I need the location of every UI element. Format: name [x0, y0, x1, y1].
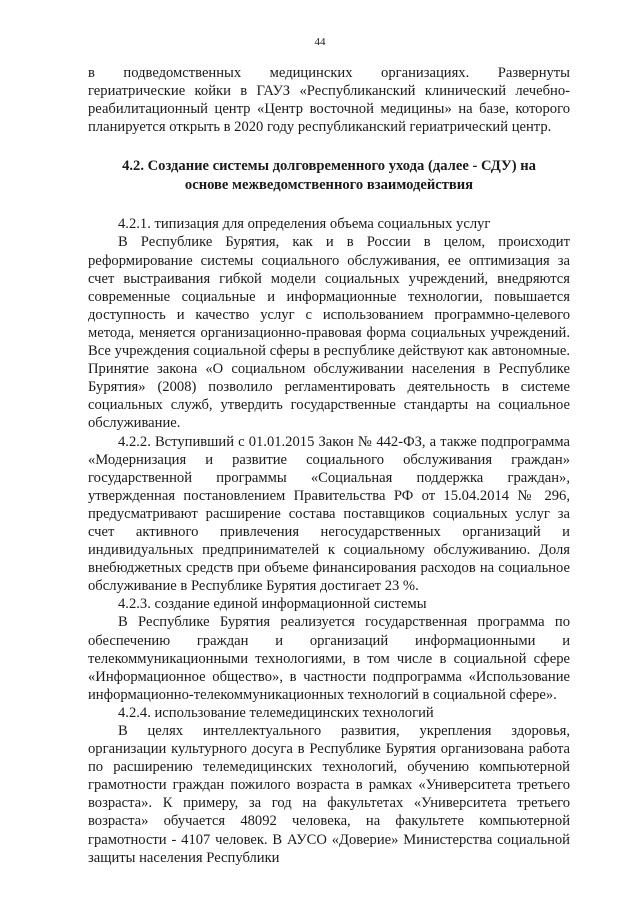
section-heading: [88, 157, 570, 195]
document-body: [88, 64, 570, 867]
paragraph-information-society: В Республике Бурятия реализуется государственная программа по обеспечению граждан и организаций информационными и телекоммуникационными технологиями, в том числе в социальной сфере «Информационное общество», в частности подпрограмма «Использование информационно-телекоммуникационных технологий в социальной сфере».: [88, 614, 570, 703]
subsection-title-4-2-3: 4.2.3. создание единой информационной системы: [118, 596, 427, 613]
section-heading-line-2: основе межведомственного взаимодействия: [184, 177, 474, 194]
paragraph-telemedicine: В целях интеллектуального развития, укрепления здоровья, организации культурного досуга в Республике Бурятия организована работа по расширению телемедицинских технологий, обучению компьютерной грамотности граждан пожилого возраста в рамках «Университета третьего возраста». К примеру, за год на факультетах «Университета третьего возраста» обучается 48092 человека, на факультете компьютерной грамотности - 4107 человек. В АУСО «Доверие» Министерства социальной защиты населения Республики: [88, 723, 570, 866]
paragraph-social-reform: В Республике Бурятия, как и в России в целом, происходит реформирование системы социального обслуживания, ее оптимизация за счет выстраивания гибкой модели социальных учреждений, внедряются современные социальные и информационные технологии, повышается доступность и качество услуг с использованием программно-целевого метода, меняется организационно-правовая форма социальных учреждений. Все учреждения социальной сферы в республике действуют как автономные. Принятие закона «О социальном обслуживании населения в Республике Бурятия» (2008) позволило регламентировать деятельность в системе социальных служб, утвердить государственные стандарты на социальное обслуживание.: [88, 234, 570, 432]
section-heading-line-1: 4.2. Создание системы долговременного ухода (далее - СДУ) на: [122, 158, 536, 175]
paragraph-law-442: 4.2.2. Вступивший с 01.01.2015 Закон № 442-ФЗ, а также подпрограмма «Модернизация и развитие социального обслуживания граждан» государственной программы «Социальная поддержка граждан», утвержденная постановлением Правительства РФ от 15.04.2014 № 296, предусматривают расширение состава поставщиков социальных услуг за счет активного привлечения негосударственных организаций и индивидуальных предпринимателей к социальному обслуживанию. Доля внебюджетных средств при объеме финансирования расходов на социальное обслуживание в Республике Бурятия достигает 23 %.: [88, 433, 570, 595]
intro-paragraph: в подведомственных медицинских организациях. Развернуты гериатрические койки в ГАУЗ «Республиканский клинический лечебно-реабилитационный центр «Центр восточной медицины» на базе, которого планируется открыть в 2020 году республиканский гериатрический центр.: [88, 65, 570, 136]
subsection-title-4-2-4: 4.2.4. использование телемедицинских технологий: [118, 704, 434, 721]
page-number: 44: [314, 36, 326, 48]
subsection-title-4-2-1: 4.2.1. типизация для определения объема социальных услуг: [118, 216, 491, 233]
